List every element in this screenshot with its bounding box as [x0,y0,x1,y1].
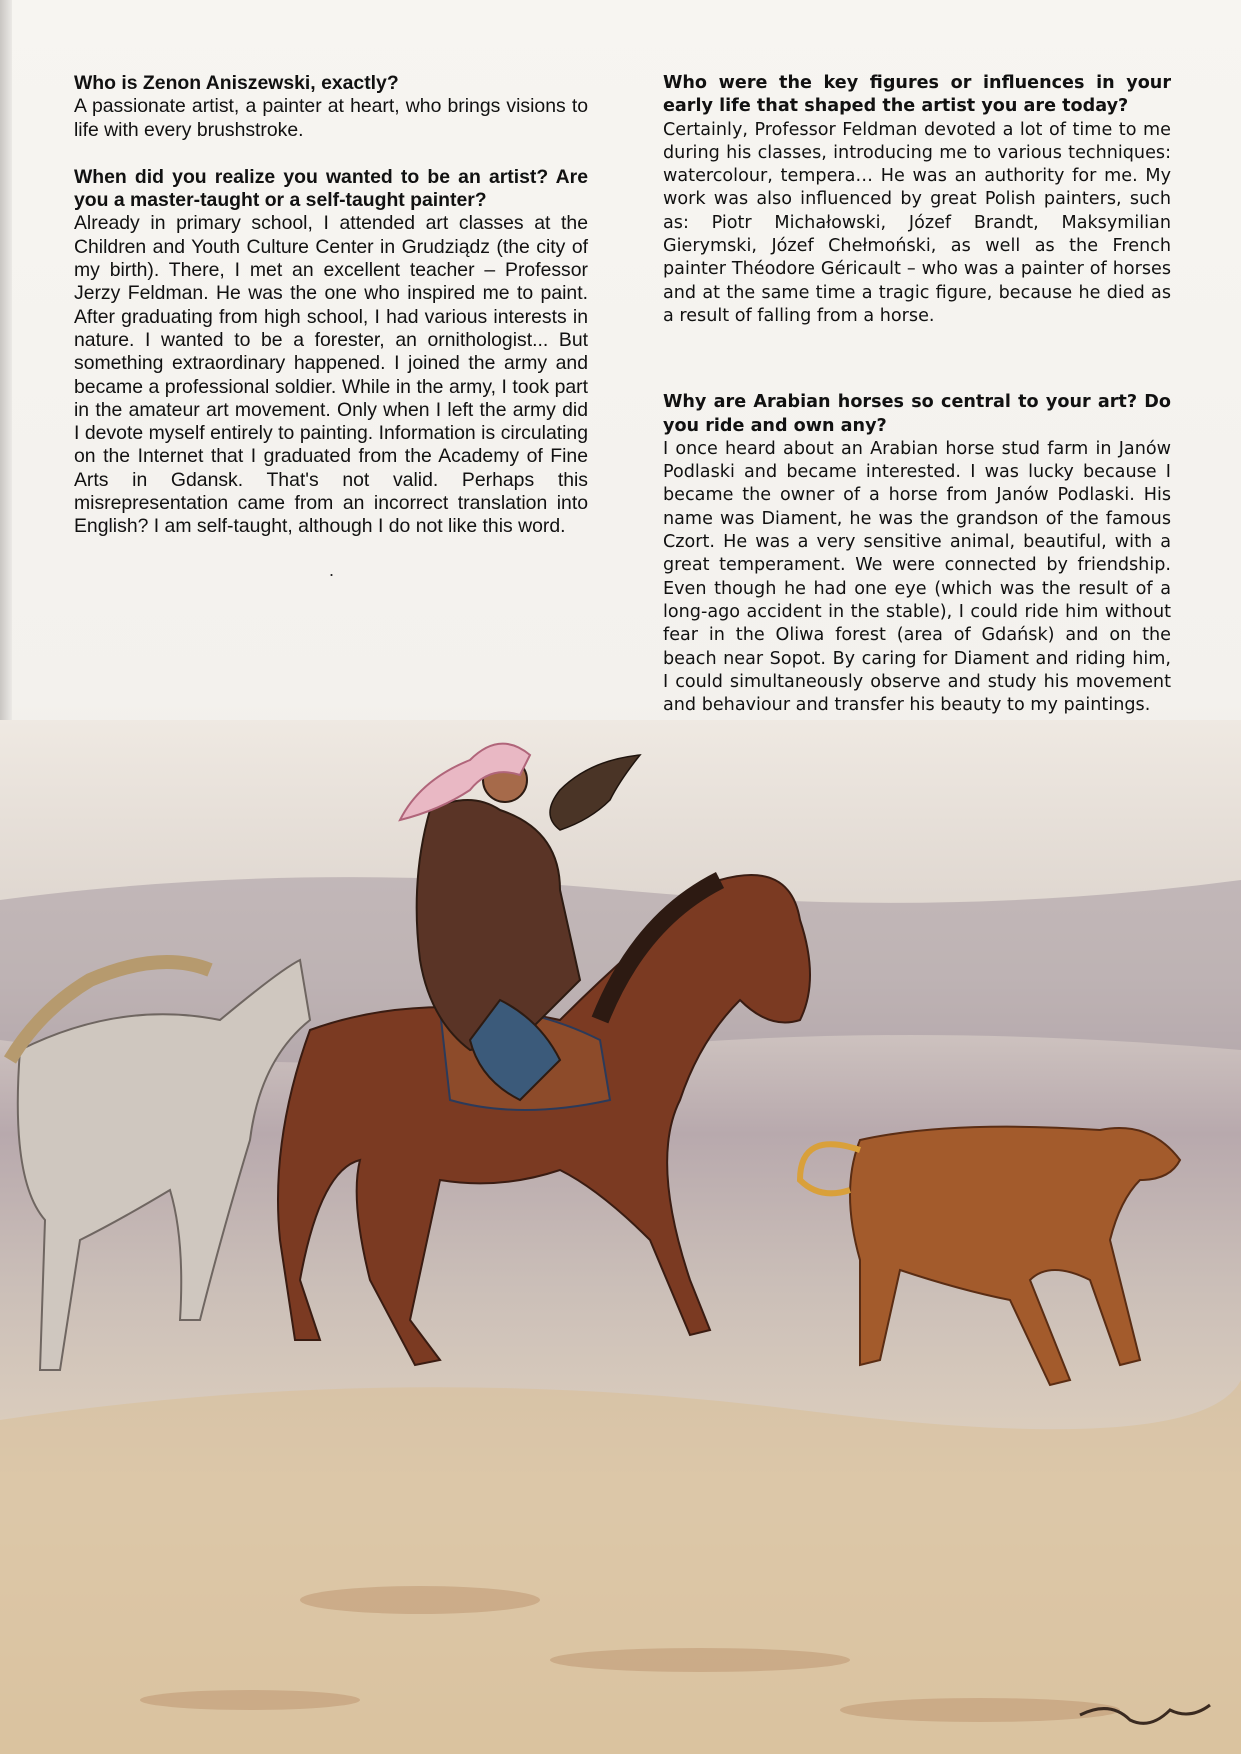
question-heading: Why are Arabian horses so central to your art? Do you ride and own any? [663,392,1171,436]
answer-paragraph: A passionate artist, a painter at heart, who brings visions to life with every brushstroke. [74,95,588,141]
left-text-column [74,72,588,563]
right-text-column [663,72,1171,741]
question-heading: Who is Zenon Aniszewski, exactly? [74,72,399,94]
column-spacer [663,352,1171,391]
question-heading: When did you realize you wanted to be an artist? Are you a master-taught or a self-taught painter? [74,165,588,212]
question-heading: Who were the key figures or influences in your early life that shaped the artist you are today? [663,73,1171,117]
watercolor-painting [0,720,1241,1754]
answer-paragraph: Certainly, Professor Feldman devoted a lot of time to me during his classes, introducing me to various techniques: watercolour, tempera… He was an authority for me. My work was also influenced by great Polish painters, such as: Piotr Michałowski, Józef Brandt, Maksymilian Gierymski, Józef Chełmoński, as well as the French painter Théodore Géricault – who was a painter of horses and at the same time a tragic figure, because he died as a result of falling from a horse. [663,119,1171,326]
answer-paragraph: Already in primary school, I attended art classes at the Children and Youth Culture Center in Grudziądz (the city of my birth). There, I met an excellent teacher – Professor Jerzy Feldman. He was the one who inspired me to paint. After graduating from high school, I had various interests in nature. I wanted to be a forester, an ornithologist... But something extraordinary happened. I joined the army and became a professional soldier. While in the army, I took part in the amateur art movement. Only when I left the army did I devote myself entirely to painting. Information is circulating on the Internet that I graduated from the Academy of Fine Arts in Gdansk. That's not valid. Perhaps this misrepresentation came from an incorrect translation into English? I am self-taught, although I do not like this word. [74,212,588,538]
answer-paragraph: I once heard about an Arabian horse stud farm in Janów Podlaski and became interested. I was lucky because I became the owner of a horse from Janów Podlaski. His name was Diament, he was the grandson of the famous Czort. He was a very sensitive animal, beautiful, with a great temperament. We were connected by friendship. Even though he had one eye (which was the result of a long-ago accident in the stable), I could ride him without fear in the Oliwa forest (area of Gdańsk) and on the beach near Sopot. By caring for Diament and riding him, I could simultaneously observe and study his movement and behaviour and transfer his beauty to my paintings. [663,438,1171,716]
stray-dot: . [329,560,335,580]
